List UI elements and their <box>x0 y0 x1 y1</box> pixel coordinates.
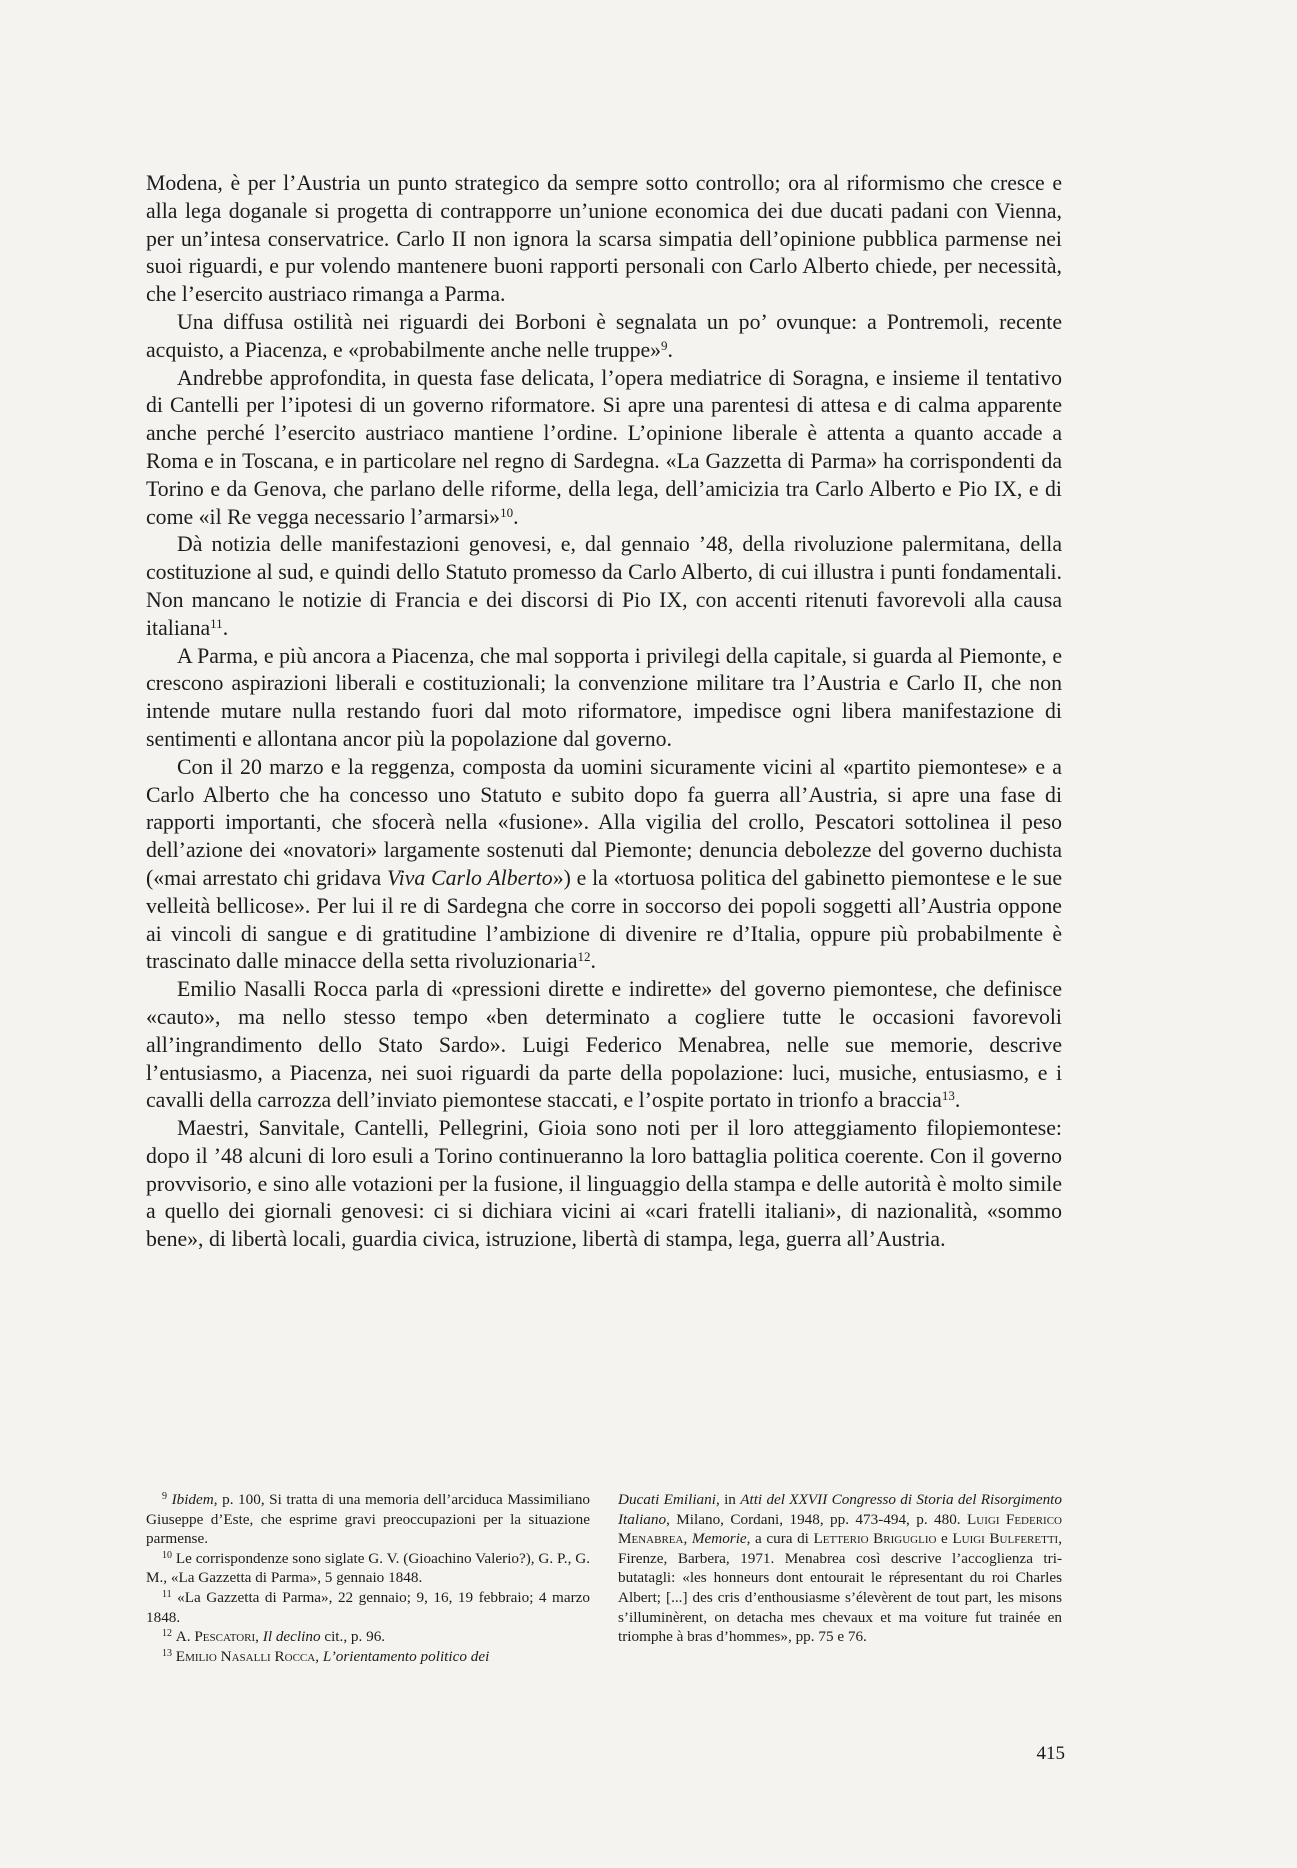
footnote-10: $^{10}$ Le corrispondenze sono siglate G. V. (Gioachino Valerio?), G. P., G. M., «La Gazzetta di Parma», 5 gennaio 1848. <box>146 1549 590 1587</box>
footnote-ref-10[interactable]: 10 <box>500 504 514 520</box>
emphasis-viva-carlo-alberto: Viva Carlo Alberto <box>386 865 553 890</box>
paragraph-6: Con il 20 marzo e la reggenza, composta da uomini sicuramente vicini al «partito piemontese» e a Carlo Alberto che ha concesso uno Statuto e subito dopo fa guerra all’Austria, si apre una fase di rapporti importanti, che sfocerà nella «fusione». Alla vigilia del crollo, Pescatori sottolinea il peso dell’azione dei «novatori» largamente sostenuti dal Piemonte; denuncia debolezze del governo duchista («mai arrestato chi gridava Viva Carlo Alberto») e la «tortuosa politica del gabinetto piemontese e le sue velleità bellicose». Per lui il re di Sardegna che corre in soccorso dei popoli soggetti all’Austria oppone ai vincoli di sangue e di gratitudine l’ambizione di divenire re d’Italia, oppure più probabilmente è trascinato dalle minacce della setta rivoluzionaria$^{12}$. <box>146 754 1062 974</box>
page-number: 415 <box>1036 1743 1065 1764</box>
footnotes <box>146 1490 1062 1666</box>
footnote-13-continued: Ducati Emiliani, in Atti del XXVII Congresso di Storia del Risorgimento Italiano, Milano, Cordani, 1948, pp. 473-494, p. 480. Luigi Federico Menabrea, Memorie, a cura di Letterio Briguglio e Luigi Bulferetti, Firenze, Barbera, 1971. Menabrea così descrive l’accoglienza tributatagli: «les honneurs dont entourait le répresentant du roi Charles Albert; [...] des cris d’enthousiasme s’élevèrent de tout part, les misons s’illuminèrent, on detacha mes chevaux et ma voiture fut trainée en triomphe à bras d’hommes», pp. 75 e 76. <box>618 1491 1063 1646</box>
footnote-11: $^{11}$ «La Gazzetta di Parma», 22 gennaio; 9, 16, 19 febbraio; 4 marzo 1848. <box>146 1588 590 1626</box>
paragraph-3: Andrebbe approfondita, in questa fase delicata, l’opera mediatrice di Soragna, e insieme il tentativo di Cantelli per l’ipotesi di un governo riformatore. Si apre una parentesi di attesa e di calma apparente anche perché l’esercito austriaco mantiene l’ordine. L’opinione liberale è attenta a quanto accade a Roma e in Toscana, e in particolare nel regno di Sardegna. «La Gazzetta di Parma» ha corrispondenti da Torino e da Genova, che parlano delle riforme, della lega, dell’amicizia tra Carlo Alberto e Pio IX, e di come «il Re vegga necessario l’armarsi»$^{10}$. <box>146 365 1062 529</box>
footnote-ref-13[interactable]: 13 <box>941 1088 955 1104</box>
paragraph-2: Una diffusa ostilità nei riguardi dei Borboni è segnalata un po’ ovunque: a Pontremoli, recente acquisto, a Piacenza, e «probabilmente anche nelle truppe»$^9$. <box>146 309 1062 362</box>
paragraph-4: Dà notizia delle manifestazioni genovesi, e, dal gennaio ’48, della rivoluzione palermitana, della costituzione al sud, e quindi dello Statuto promesso da Carlo Alberto, di cui illustra i punti fondamentali. Non mancano le notizie di Francia e dei discorsi di Pio IX, con accenti ritenuti favorevoli alla causa italiana$^{11}$. <box>146 532 1062 640</box>
footnote-ref-9[interactable]: 9 <box>661 337 668 353</box>
footnotes-right-column <box>618 1490 1062 1666</box>
footnote-ref-11[interactable]: 11 <box>210 615 223 631</box>
paragraph-7: Emilio Nasalli Rocca parla di «pressioni dirette e indirette» del governo piemontese, che definisce «cauto», ma nello stesso tempo «ben determinato a cogliere tutte le occasioni favorevoli all’ingrandimento dello Stato Sardo». Luigi Federico Menabrea, nelle sue memorie, descrive l’entusiasmo, a Piacenza, nei suoi riguardi da parte della popolazione: luci, musiche, entusiasmo, e i cavalli della carrozza dell’inviato piemontese staccati, e l’ospite portato in trionfo a braccia$^{13}$. <box>146 977 1062 1113</box>
footnote-13: $^{13}$ Emilio Nasalli Rocca, L’orientamento politico dei <box>162 1647 490 1665</box>
footnotes-left-column <box>146 1490 590 1666</box>
main-text <box>146 170 1062 1254</box>
footnote-12: $^{12}$ A. Pescatori, Il declino cit., p. 96. <box>162 1628 386 1646</box>
paragraph-1: Modena, è per l’Austria un punto strategico da sempre sotto controllo; ora al riformismo che cresce e alla lega doganale si progetta di contrapporre un’unione economica dei due ducati padani con Vienna, per un’intesa conservatrice. Carlo II non ignora la scarsa simpatia dell’opinione pubblica parmense nei suoi riguardi, e pur volendo mantenere buoni rapporti personali con Carlo Alberto chiede, per necessità, che l’esercito austriaco rimanga a Parma. <box>146 171 1062 307</box>
paragraph-5: A Parma, e più ancora a Piacenza, che mal sopporta i privilegi della capitale, si guarda al Piemonte, e crescono aspirazioni liberali e costituzionali; la convenzione militare tra l’Austria e Carlo II, che non intende mutare nulla restando fuori dal moto riformatore, impedisce ogni libera manifestazione di sentimenti e allontana ancor più la popolazione dal governo. <box>146 643 1062 751</box>
footnote-ref-12[interactable]: 12 <box>577 949 591 965</box>
footnote-9: $^9$ Ibidem, p. 100, Si tratta di una memoria dell’arciduca Massimiliano Giuseppe d’Este, che esprime gravi preoccupazioni per la situazione parmense. <box>146 1491 591 1548</box>
paragraph-8: Maestri, Sanvitale, Cantelli, Pellegrini, Gioia sono noti per il loro atteggiamento filopiemontese: dopo il ’48 alcuni di loro esuli a Torino continueranno la loro battaglia politica coerente. Con il governo provvisorio, e sino alle votazioni per la fusione, il linguaggio della stampa e delle autorità è molto simile a quello dei giornali genovesi: ci si dichiara vicini ai «cari fratelli italiani», di nazionalità, «sommo bene», di libertà locali, guardia civica, istruzione, libertà di stampa, lega, guerra all’Austria. <box>146 1116 1062 1252</box>
